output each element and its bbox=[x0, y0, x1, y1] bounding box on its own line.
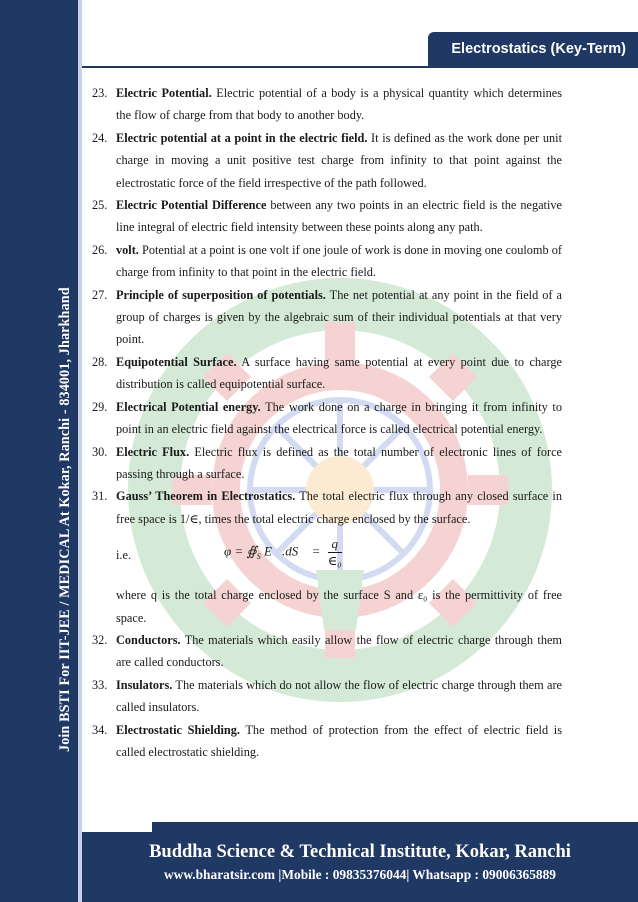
item-number: 23. bbox=[92, 86, 108, 100]
item-number: 33. bbox=[92, 677, 108, 692]
page-title: Electrostatics (Key-Term) bbox=[451, 41, 626, 57]
list-item bbox=[92, 239, 562, 284]
list-item bbox=[92, 284, 562, 351]
footer-institute-name: Buddha Science & Technical Institute, Kokar, Ranchi bbox=[149, 842, 571, 862]
item-number: 27. bbox=[92, 287, 108, 302]
list-item bbox=[92, 441, 562, 486]
item-term: Electric potential at a point in the electric field. bbox=[116, 130, 368, 145]
sidebar-stripe bbox=[78, 0, 82, 902]
item-term: Electrical Potential energy. bbox=[116, 399, 261, 414]
item-text: The materials which easily allow the flow of electric charge through them are called conductors. bbox=[116, 632, 562, 670]
formula-note-row bbox=[92, 584, 562, 629]
item-number: 28. bbox=[92, 354, 108, 369]
formula-fraction bbox=[328, 536, 342, 569]
list-item bbox=[92, 674, 562, 719]
footer-corner bbox=[82, 812, 152, 832]
list-item bbox=[92, 194, 562, 239]
item-term: Electric Potential Difference bbox=[116, 198, 267, 213]
list-item bbox=[92, 629, 562, 674]
item-term: Electrostatic Shielding. bbox=[116, 722, 240, 737]
formula-label: i.e. bbox=[116, 548, 132, 563]
formula-note: where q is the total charge enclosed by the surface S and ε₀ is the permittivity of free space. bbox=[116, 588, 562, 625]
item-number: 24. bbox=[92, 130, 108, 145]
item-number: 31. bbox=[92, 489, 108, 504]
formula-integrand: E⃗.dS⃗ = bbox=[263, 543, 321, 559]
item-number: 26. bbox=[92, 242, 108, 257]
gauss-formula bbox=[116, 536, 562, 578]
item-text: The work done on a charge in bringing it from infinity to point in an electric field against the electrical force is called electrical potential energy. bbox=[116, 399, 562, 437]
item-number: 29. bbox=[92, 399, 108, 414]
footer-contact-info: www.bharatsir.com |Mobile : 09835376044| Whatsapp : 09006365889 bbox=[163, 867, 556, 882]
list-item bbox=[92, 82, 562, 127]
list-item bbox=[92, 127, 562, 194]
item-text: Potential at a point is one volt if one joule of work is done in moving one coulomb of charge from infinity to that point in the electric field. bbox=[116, 242, 562, 280]
item-text: between any two points in an electric field is the negative line integral of electric field intensity between these points along any path. bbox=[116, 198, 562, 235]
list-item bbox=[92, 396, 562, 441]
item-term: Electric Potential. bbox=[116, 86, 212, 100]
sidebar-promo-text: Join BSTI For IIT-JEE / MEDICAL At Kokar, Ranchi - 834001, Jharkhand bbox=[57, 287, 73, 752]
key-terms-list bbox=[92, 82, 562, 763]
item-term: Equipotential Surface. bbox=[116, 354, 237, 369]
header-rule bbox=[82, 66, 638, 68]
formula-denominator: ∈₀ bbox=[327, 553, 342, 569]
formula-numerator: q bbox=[328, 536, 342, 553]
list-item bbox=[92, 485, 562, 530]
list-item bbox=[92, 719, 562, 764]
item-text: Electric flux is defined as the total number of electronic lines of force passing through a surface. bbox=[116, 444, 562, 481]
formula-equation bbox=[224, 536, 342, 569]
item-term: volt. bbox=[116, 242, 139, 257]
item-term: Electric Flux. bbox=[116, 444, 190, 459]
formula-lhs: φ = ∯ bbox=[224, 543, 257, 559]
item-text: The materials which do not allow the flow of electric charge through them are called insulators. bbox=[116, 677, 562, 715]
item-text: It is defined as the work done per unit charge in moving a unit positive test charge from infinity to that point against the electrostatic force of the field irrespective of the path followed. bbox=[116, 130, 562, 190]
item-number: 32. bbox=[92, 632, 108, 647]
item-text: A surface having same potential at every point due to charge distribution is called equipotential surface. bbox=[116, 354, 562, 392]
item-term: Principle of superposition of potentials. bbox=[116, 287, 326, 302]
item-term: Conductors. bbox=[116, 632, 181, 647]
formula-surface-sub: S bbox=[256, 552, 261, 562]
item-number: 25. bbox=[92, 198, 108, 213]
item-text: The total electric flux through any closed surface in free space is 1/∈, times the total electric charge enclosed by the surface. bbox=[116, 489, 562, 526]
item-number: 34. bbox=[92, 722, 108, 737]
list-item bbox=[92, 351, 562, 396]
item-term: Gauss’ Theorem in Electrostatics. bbox=[116, 489, 296, 504]
header-banner bbox=[428, 32, 638, 66]
item-term: Insulators. bbox=[116, 677, 173, 692]
item-text: Electric potential of a body is a physical quantity which determines the flow of charge from that body to another body. bbox=[116, 86, 562, 123]
item-number: 30. bbox=[92, 444, 108, 459]
item-text: The method of protection from the effect of electric field is called electrostatic shielding. bbox=[116, 722, 562, 759]
item-text: The net potential at any point in the field of a group of charges is given by the algebraic sum of their individual potentials at that very point. bbox=[116, 287, 562, 347]
